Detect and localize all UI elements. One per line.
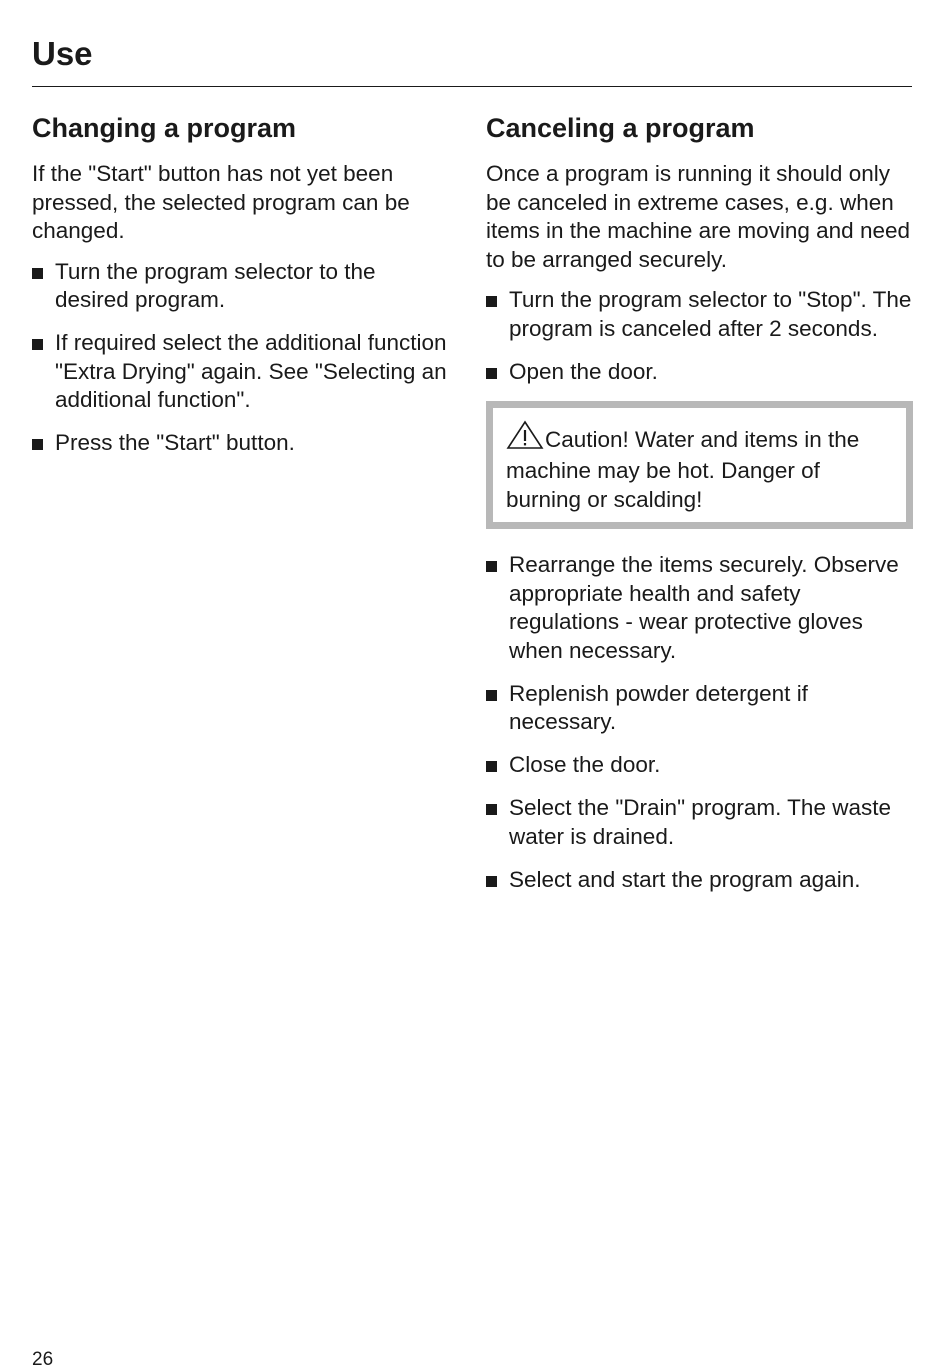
list-item bbox=[486, 286, 912, 343]
bullet-square-icon bbox=[32, 268, 43, 279]
list-item bbox=[32, 329, 452, 415]
list-item bbox=[486, 794, 912, 851]
list-item bbox=[32, 429, 452, 458]
step-text: If required select the additional function "Extra Drying" again. See "Selecting an additional function". bbox=[55, 330, 447, 412]
canceling-program-steps-after bbox=[486, 551, 912, 894]
bullet-square-icon bbox=[486, 368, 497, 379]
step-text: Select the "Drain" program. The waste water is drained. bbox=[509, 795, 891, 849]
bullet-square-icon bbox=[486, 690, 497, 701]
bullet-square-icon bbox=[486, 296, 497, 307]
step-text: Turn the program selector to the desired program. bbox=[55, 258, 376, 312]
step-text: Close the door. bbox=[509, 752, 661, 777]
section-title: Use bbox=[32, 35, 93, 72]
changing-program-heading: Changing a program bbox=[32, 113, 297, 143]
bullet-square-icon bbox=[32, 339, 43, 350]
page-header bbox=[32, 30, 912, 87]
step-text: Turn the program selector to "Stop". The program is canceled after 2 seconds. bbox=[509, 287, 912, 341]
canceling-program-heading: Canceling a program bbox=[486, 113, 755, 143]
caution-text: Caution! Water and items in the machine may be hot. Danger of burning or scalding! bbox=[506, 426, 860, 512]
list-item bbox=[486, 680, 912, 737]
step-text: Rearrange the items securely. Observe appropriate health and safety regulations - wear protective gloves when necessary. bbox=[509, 552, 899, 663]
canceling-program-section bbox=[486, 108, 912, 909]
changing-program-intro: If the "Start" button has not yet been pressed, the selected program can be changed. bbox=[32, 161, 410, 243]
list-item bbox=[486, 866, 912, 895]
page-number: 26 bbox=[32, 1349, 54, 1370]
warning-triangle-icon bbox=[506, 420, 544, 458]
step-text: Open the door. bbox=[509, 358, 658, 384]
bullet-square-icon bbox=[486, 804, 497, 815]
bullet-square-icon bbox=[486, 876, 497, 887]
canceling-program-steps-before bbox=[486, 286, 912, 386]
list-item bbox=[486, 358, 912, 387]
step-text: Select and start the program again. bbox=[509, 866, 861, 892]
bullet-square-icon bbox=[486, 761, 497, 772]
step-text: Press the "Start" button. bbox=[55, 430, 295, 455]
changing-program-steps bbox=[32, 258, 452, 458]
caution-box bbox=[486, 401, 913, 530]
step-text: Replenish powder detergent if necessary. bbox=[509, 680, 808, 734]
bullet-square-icon bbox=[486, 561, 497, 572]
bullet-square-icon bbox=[32, 439, 43, 450]
list-item bbox=[486, 551, 912, 665]
canceling-program-intro: Once a program is running it should only be canceled in extreme cases, e.g. when items in the machine are moving and need to be arranged securely. bbox=[486, 161, 910, 272]
changing-program-section bbox=[32, 108, 452, 472]
list-item bbox=[32, 258, 452, 315]
list-item bbox=[486, 751, 912, 780]
